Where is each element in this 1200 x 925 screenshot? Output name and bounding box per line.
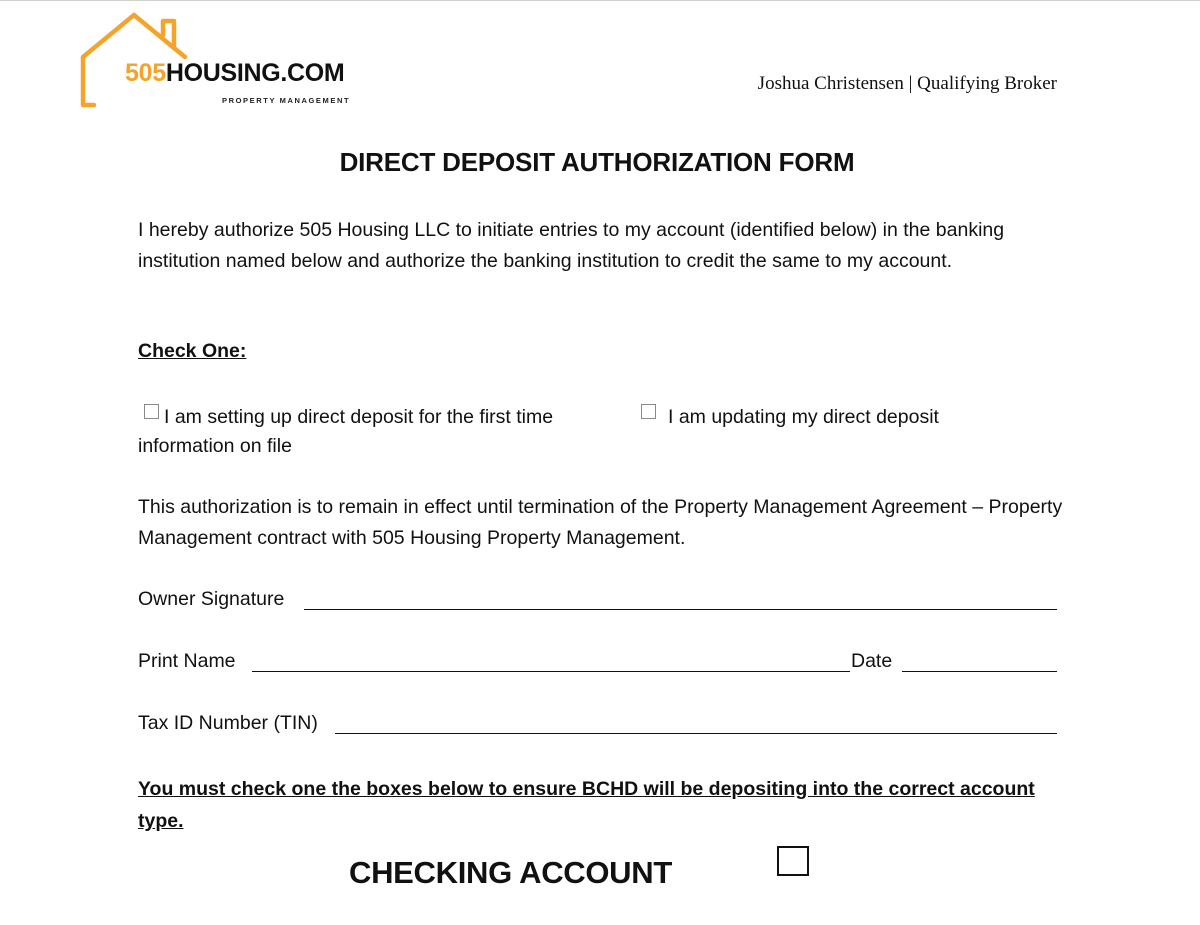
date-label: Date [851,650,893,672]
account-type-warning: You must check one the boxes below to ensure BCHD will be depositing into the correct account type. [138,778,1035,832]
form-title: DIRECT DEPOSIT AUTHORIZATION FORM [339,147,855,177]
first-time-option-label: I am setting up direct deposit for the first time [164,406,554,428]
owner-signature-label: Owner Signature [138,588,285,610]
updating-option-label: I am updating my direct deposit [668,406,939,428]
broker-line: Joshua Christensen | Qualifying Broker [757,73,1057,94]
effect-paragraph: This authorization is to remain in effect until termination of the Property Management Agreement – Property Management contract with 505 Housing Property Management. [138,496,1063,549]
checking-account-checkbox[interactable] [777,846,809,876]
logo-tagline: PROPERTY MANAGEMENT [222,96,351,105]
logo-wordmark [125,59,344,88]
print-name-field[interactable] [252,671,850,672]
check-one-heading: Check One: [138,340,247,362]
authorization-paragraph: I hereby authorize 505 Housing LLC to initiate entries to my account (identified below) in the banking institution named below and authorize the banking institution to credit the same to my account. [138,219,1005,272]
logo-wordmark-accent: 505 [125,59,166,87]
date-field[interactable] [902,671,1057,672]
logo-wordmark-main: HOUSING.COM [165,59,345,87]
page-top-border [0,0,1200,1]
first-time-checkbox[interactable] [144,404,159,419]
owner-signature-field[interactable] [304,609,1057,610]
first-time-option-label-continued: information on file [138,435,292,457]
tax-id-label: Tax ID Number (TIN) [138,712,318,734]
checking-account-label: CHECKING ACCOUNT [349,855,672,890]
tax-id-field[interactable] [335,733,1057,734]
print-name-label: Print Name [138,650,236,672]
updating-checkbox[interactable] [641,404,656,419]
